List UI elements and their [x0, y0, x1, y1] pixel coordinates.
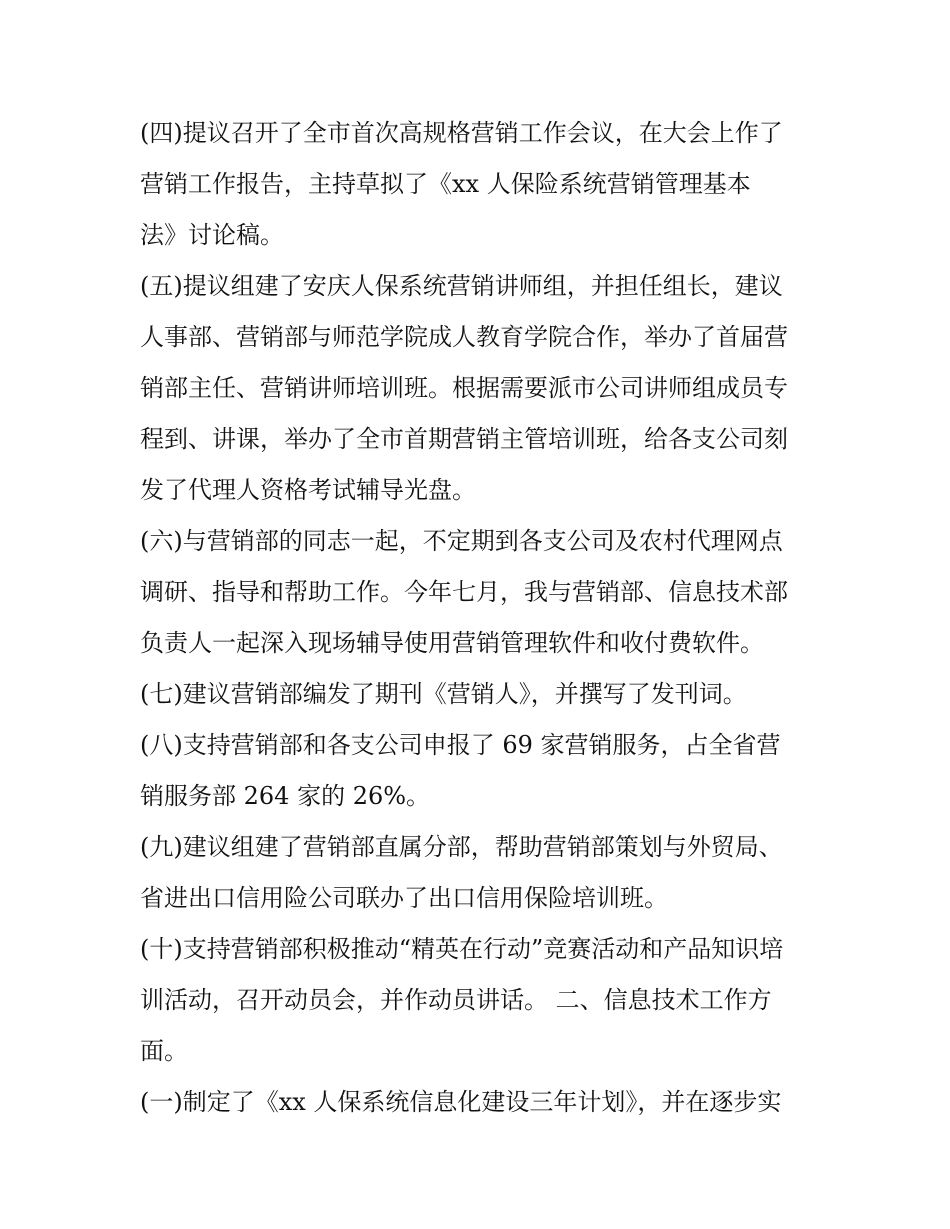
- text-line: 省进出口信用险公司联办了出口信用保险培训班。: [140, 884, 668, 912]
- text-line: (一)制定了《xx 人保系统信息化建设三年计划》，并在逐步实: [140, 1088, 782, 1116]
- text-line: (六)与营销部的同志一起，不定期到各支公司及农村代理网点: [140, 527, 783, 555]
- text-line: 人事部、营销部与师范学院成人教育学院合作，举办了首届营: [140, 323, 788, 351]
- text-line: 销服务部 264 家的 26%。: [140, 782, 431, 810]
- text-line: 营销工作报告，主持草拟了《xx 人保险系统营销管理基本: [140, 170, 751, 198]
- text-line: 调研、指导和帮助工作。今年七月，我与营销部、信息技术部: [140, 578, 788, 606]
- text-line: 负责人一起深入现场辅导使用营销管理软件和收付费软件。: [140, 629, 764, 657]
- text-line: (四)提议召开了全市首次高规格营销工作会议，在大会上作了: [140, 119, 783, 147]
- text-line: 发了代理人资格考试辅导光盘。: [140, 476, 476, 504]
- text-line: (七)建议营销部编发了期刊《营销人》，并撰写了发刊词。: [140, 680, 747, 708]
- text-line: (八)支持营销部和各支公司申报了 69 家营销服务，占全省营: [140, 731, 781, 759]
- text-line: 面。: [140, 1037, 188, 1065]
- text-line: 训活动，召开动员会，并作动员讲话。 二、信息技术工作方: [140, 986, 772, 1014]
- text-line: (五)提议组建了安庆人保系统营销讲师组，并担任组长，建议: [140, 272, 783, 300]
- text-line: (十)支持营销部积极推动“精英在行动”竞赛活动和产品知识培: [140, 935, 784, 963]
- text-line: 销部主任、营销讲师培训班。根据需要派市公司讲师组成员专: [140, 374, 788, 402]
- text-line: 程到、讲课，举办了全市首期营销主管培训班，给各支公司刻: [140, 425, 788, 453]
- document-body: [140, 108, 830, 1128]
- text-line: (九)建议组建了营销部直属分部，帮助营销部策划与外贸局、: [140, 833, 783, 861]
- text-line: 法》讨论稿。: [140, 221, 284, 249]
